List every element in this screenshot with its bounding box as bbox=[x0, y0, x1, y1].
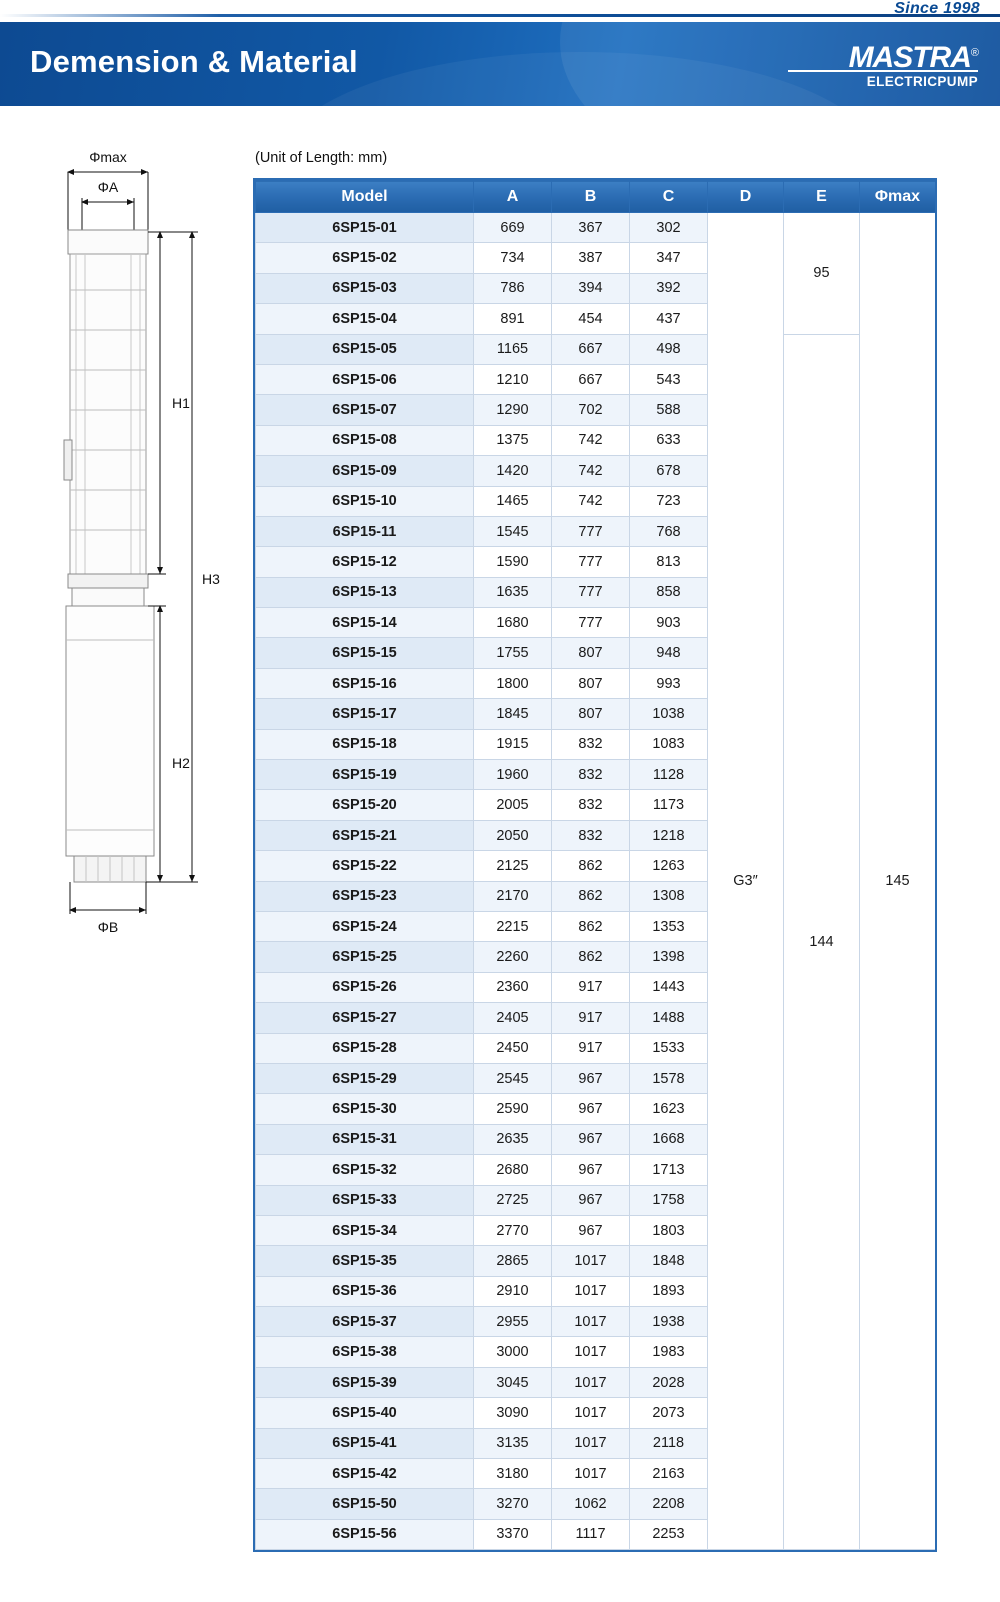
cell-b: 917 bbox=[552, 1003, 630, 1033]
cell-a: 1165 bbox=[474, 334, 552, 364]
cell-b: 394 bbox=[552, 273, 630, 303]
cell-c: 2253 bbox=[630, 1519, 708, 1549]
cell-a: 1635 bbox=[474, 577, 552, 607]
cell-c: 1173 bbox=[630, 790, 708, 820]
top-bar bbox=[0, 0, 1000, 22]
cell-a: 786 bbox=[474, 273, 552, 303]
cell-c: 633 bbox=[630, 425, 708, 455]
cell-model: 6SP15-40 bbox=[256, 1398, 474, 1428]
cell-b: 967 bbox=[552, 1063, 630, 1093]
cell-a: 2170 bbox=[474, 881, 552, 911]
cell-model: 6SP15-30 bbox=[256, 1094, 474, 1124]
cell-a: 734 bbox=[474, 243, 552, 273]
cell-b: 1017 bbox=[552, 1459, 630, 1489]
cell-b: 967 bbox=[552, 1124, 630, 1154]
dimension-table bbox=[255, 180, 936, 1550]
cell-c: 1803 bbox=[630, 1215, 708, 1245]
cell-a: 2865 bbox=[474, 1246, 552, 1276]
cell-c: 948 bbox=[630, 638, 708, 668]
cell-a: 2635 bbox=[474, 1124, 552, 1154]
table-header-row bbox=[256, 181, 936, 213]
cell-c: 1533 bbox=[630, 1033, 708, 1063]
cell-model: 6SP15-01 bbox=[256, 213, 474, 243]
cell-b: 807 bbox=[552, 699, 630, 729]
cell-b: 862 bbox=[552, 942, 630, 972]
cell-model: 6SP15-04 bbox=[256, 304, 474, 334]
cell-c: 2208 bbox=[630, 1489, 708, 1519]
cell-a: 2955 bbox=[474, 1307, 552, 1337]
cell-c: 903 bbox=[630, 608, 708, 638]
cell-c: 1083 bbox=[630, 729, 708, 759]
logo-subtitle: ELECTRICPUMP bbox=[788, 70, 978, 89]
cell-model: 6SP15-20 bbox=[256, 790, 474, 820]
cell-b: 967 bbox=[552, 1155, 630, 1185]
cell-b: 777 bbox=[552, 547, 630, 577]
cell-a: 2360 bbox=[474, 972, 552, 1002]
top-rule bbox=[0, 14, 1000, 17]
cell-a: 3180 bbox=[474, 1459, 552, 1489]
cell-b: 777 bbox=[552, 577, 630, 607]
page-header-band bbox=[0, 22, 1000, 106]
cell-c: 302 bbox=[630, 213, 708, 243]
cell-c: 2028 bbox=[630, 1367, 708, 1397]
cell-c: 1893 bbox=[630, 1276, 708, 1306]
cell-a: 1800 bbox=[474, 668, 552, 698]
cell-a: 1290 bbox=[474, 395, 552, 425]
cell-a: 1545 bbox=[474, 516, 552, 546]
cell-model: 6SP15-02 bbox=[256, 243, 474, 273]
cell-b: 807 bbox=[552, 668, 630, 698]
cell-b: 1017 bbox=[552, 1428, 630, 1458]
cell-model: 6SP15-29 bbox=[256, 1063, 474, 1093]
cell-a: 1465 bbox=[474, 486, 552, 516]
cell-model: 6SP15-17 bbox=[256, 699, 474, 729]
cell-c: 1848 bbox=[630, 1246, 708, 1276]
cell-b: 832 bbox=[552, 790, 630, 820]
cell-a: 1375 bbox=[474, 425, 552, 455]
cell-c: 1578 bbox=[630, 1063, 708, 1093]
cell-c: 1938 bbox=[630, 1307, 708, 1337]
col-header-e: E bbox=[784, 181, 860, 213]
cell-model: 6SP15-03 bbox=[256, 273, 474, 303]
label-h1: H1 bbox=[172, 395, 190, 411]
cell-model: 6SP15-41 bbox=[256, 1428, 474, 1458]
cell-b: 1017 bbox=[552, 1337, 630, 1367]
cell-a: 2680 bbox=[474, 1155, 552, 1185]
label-h3: H3 bbox=[202, 571, 220, 587]
col-header-c: C bbox=[630, 181, 708, 213]
cell-b: 367 bbox=[552, 213, 630, 243]
cell-model: 6SP15-33 bbox=[256, 1185, 474, 1215]
cell-c: 588 bbox=[630, 395, 708, 425]
cell-model: 6SP15-36 bbox=[256, 1276, 474, 1306]
cell-c: 1128 bbox=[630, 760, 708, 790]
cell-phimax-merged: 145 bbox=[860, 213, 936, 1550]
cell-c: 2163 bbox=[630, 1459, 708, 1489]
cell-a: 669 bbox=[474, 213, 552, 243]
cell-b: 1017 bbox=[552, 1276, 630, 1306]
col-header-phimax: Φmax bbox=[860, 181, 936, 213]
cell-a: 1845 bbox=[474, 699, 552, 729]
cell-model: 6SP15-06 bbox=[256, 364, 474, 394]
table-body bbox=[256, 213, 936, 1550]
page-title: Demension & Material bbox=[30, 44, 358, 79]
cell-a: 1420 bbox=[474, 456, 552, 486]
cell-c: 1713 bbox=[630, 1155, 708, 1185]
cell-c: 723 bbox=[630, 486, 708, 516]
cell-c: 858 bbox=[630, 577, 708, 607]
cell-model: 6SP15-26 bbox=[256, 972, 474, 1002]
label-phia: ΦA bbox=[97, 179, 119, 195]
cell-b: 1017 bbox=[552, 1367, 630, 1397]
cell-model: 6SP15-24 bbox=[256, 911, 474, 941]
cell-a: 2050 bbox=[474, 820, 552, 850]
col-header-b: B bbox=[552, 181, 630, 213]
cell-a: 2260 bbox=[474, 942, 552, 972]
cell-c: 1308 bbox=[630, 881, 708, 911]
cell-model: 6SP15-38 bbox=[256, 1337, 474, 1367]
cell-model: 6SP15-09 bbox=[256, 456, 474, 486]
cell-b: 742 bbox=[552, 486, 630, 516]
cell-a: 2725 bbox=[474, 1185, 552, 1215]
cell-c: 1398 bbox=[630, 942, 708, 972]
cell-b: 1062 bbox=[552, 1489, 630, 1519]
cell-a: 1680 bbox=[474, 608, 552, 638]
col-header-d: D bbox=[708, 181, 784, 213]
cell-b: 667 bbox=[552, 334, 630, 364]
cell-model: 6SP15-16 bbox=[256, 668, 474, 698]
cell-a: 3090 bbox=[474, 1398, 552, 1428]
cell-model: 6SP15-22 bbox=[256, 851, 474, 881]
cell-b: 777 bbox=[552, 516, 630, 546]
cell-c: 678 bbox=[630, 456, 708, 486]
since-label: Since 1998 bbox=[894, 0, 980, 17]
dimension-table-wrap bbox=[255, 180, 935, 1550]
cell-model: 6SP15-21 bbox=[256, 820, 474, 850]
cell-b: 862 bbox=[552, 851, 630, 881]
cell-a: 2215 bbox=[474, 911, 552, 941]
cell-b: 832 bbox=[552, 820, 630, 850]
cell-c: 543 bbox=[630, 364, 708, 394]
cell-b: 832 bbox=[552, 729, 630, 759]
cell-b: 862 bbox=[552, 911, 630, 941]
cell-c: 437 bbox=[630, 304, 708, 334]
cell-b: 1017 bbox=[552, 1307, 630, 1337]
cell-model: 6SP15-32 bbox=[256, 1155, 474, 1185]
cell-c: 1983 bbox=[630, 1337, 708, 1367]
cell-c: 1488 bbox=[630, 1003, 708, 1033]
cell-model: 6SP15-18 bbox=[256, 729, 474, 759]
cell-model: 6SP15-10 bbox=[256, 486, 474, 516]
table-row bbox=[256, 213, 936, 243]
cell-model: 6SP15-08 bbox=[256, 425, 474, 455]
cell-model: 6SP15-19 bbox=[256, 760, 474, 790]
cell-a: 2910 bbox=[474, 1276, 552, 1306]
cell-c: 1218 bbox=[630, 820, 708, 850]
cell-c: 2073 bbox=[630, 1398, 708, 1428]
col-header-a: A bbox=[474, 181, 552, 213]
cell-c: 993 bbox=[630, 668, 708, 698]
cell-a: 1590 bbox=[474, 547, 552, 577]
cell-b: 807 bbox=[552, 638, 630, 668]
cell-b: 667 bbox=[552, 364, 630, 394]
cell-a: 2545 bbox=[474, 1063, 552, 1093]
cell-e-merged-top: 95 bbox=[784, 213, 860, 335]
cell-c: 1668 bbox=[630, 1124, 708, 1154]
cell-model: 6SP15-42 bbox=[256, 1459, 474, 1489]
cell-model: 6SP15-37 bbox=[256, 1307, 474, 1337]
cell-b: 917 bbox=[552, 972, 630, 1002]
logo-text: MASTRA bbox=[848, 41, 971, 74]
cell-c: 1758 bbox=[630, 1185, 708, 1215]
cell-model: 6SP15-12 bbox=[256, 547, 474, 577]
cell-b: 702 bbox=[552, 395, 630, 425]
cell-a: 1210 bbox=[474, 364, 552, 394]
cell-model: 6SP15-05 bbox=[256, 334, 474, 364]
cell-c: 1623 bbox=[630, 1094, 708, 1124]
cell-model: 6SP15-56 bbox=[256, 1519, 474, 1549]
cell-a: 891 bbox=[474, 304, 552, 334]
cell-c: 768 bbox=[630, 516, 708, 546]
cell-c: 347 bbox=[630, 243, 708, 273]
label-phimax: Φmax bbox=[89, 149, 127, 165]
cell-a: 2590 bbox=[474, 1094, 552, 1124]
cell-model: 6SP15-27 bbox=[256, 1003, 474, 1033]
brand-logo bbox=[788, 38, 978, 92]
table-head bbox=[256, 181, 936, 213]
cell-b: 832 bbox=[552, 760, 630, 790]
cell-a: 2450 bbox=[474, 1033, 552, 1063]
cell-model: 6SP15-23 bbox=[256, 881, 474, 911]
cell-b: 387 bbox=[552, 243, 630, 273]
cell-a: 3045 bbox=[474, 1367, 552, 1397]
cell-b: 1117 bbox=[552, 1519, 630, 1549]
cell-e-merged-bottom: 144 bbox=[784, 334, 860, 1550]
cell-a: 2125 bbox=[474, 851, 552, 881]
cell-model: 6SP15-39 bbox=[256, 1367, 474, 1397]
cell-a: 3135 bbox=[474, 1428, 552, 1458]
cell-b: 1017 bbox=[552, 1246, 630, 1276]
cell-a: 1915 bbox=[474, 729, 552, 759]
cell-model: 6SP15-25 bbox=[256, 942, 474, 972]
table-row bbox=[256, 334, 936, 364]
cell-b: 1017 bbox=[552, 1398, 630, 1428]
col-header-model: Model bbox=[256, 181, 474, 213]
pump-dimension-drawing bbox=[40, 140, 240, 980]
cell-b: 454 bbox=[552, 304, 630, 334]
cell-model: 6SP15-13 bbox=[256, 577, 474, 607]
cell-c: 1353 bbox=[630, 911, 708, 941]
cell-b: 742 bbox=[552, 456, 630, 486]
cell-c: 2118 bbox=[630, 1428, 708, 1458]
cell-c: 498 bbox=[630, 334, 708, 364]
cell-a: 3000 bbox=[474, 1337, 552, 1367]
cell-model: 6SP15-35 bbox=[256, 1246, 474, 1276]
cell-a: 1755 bbox=[474, 638, 552, 668]
cell-a: 1960 bbox=[474, 760, 552, 790]
unit-note: (Unit of Length: mm) bbox=[255, 150, 388, 166]
cell-a: 2005 bbox=[474, 790, 552, 820]
cell-model: 6SP15-07 bbox=[256, 395, 474, 425]
label-h2: H2 bbox=[172, 755, 190, 771]
cell-model: 6SP15-50 bbox=[256, 1489, 474, 1519]
cell-b: 742 bbox=[552, 425, 630, 455]
cell-b: 777 bbox=[552, 608, 630, 638]
cell-b: 967 bbox=[552, 1215, 630, 1245]
cell-c: 813 bbox=[630, 547, 708, 577]
cell-a: 3370 bbox=[474, 1519, 552, 1549]
cell-model: 6SP15-15 bbox=[256, 638, 474, 668]
registered-trademark-icon: ® bbox=[970, 47, 978, 59]
logo-wordmark bbox=[788, 38, 978, 74]
cell-model: 6SP15-14 bbox=[256, 608, 474, 638]
cell-c: 392 bbox=[630, 273, 708, 303]
cell-b: 967 bbox=[552, 1094, 630, 1124]
cell-d-merged: G3″ bbox=[708, 213, 784, 1550]
cell-a: 2405 bbox=[474, 1003, 552, 1033]
cell-model: 6SP15-11 bbox=[256, 516, 474, 546]
cell-c: 1263 bbox=[630, 851, 708, 881]
cell-b: 917 bbox=[552, 1033, 630, 1063]
cell-b: 967 bbox=[552, 1185, 630, 1215]
cell-a: 3270 bbox=[474, 1489, 552, 1519]
cell-model: 6SP15-28 bbox=[256, 1033, 474, 1063]
cell-c: 1443 bbox=[630, 972, 708, 1002]
label-phib: ΦB bbox=[97, 919, 119, 935]
cell-c: 1038 bbox=[630, 699, 708, 729]
cell-model: 6SP15-31 bbox=[256, 1124, 474, 1154]
cell-a: 2770 bbox=[474, 1215, 552, 1245]
cell-model: 6SP15-34 bbox=[256, 1215, 474, 1245]
cell-b: 862 bbox=[552, 881, 630, 911]
